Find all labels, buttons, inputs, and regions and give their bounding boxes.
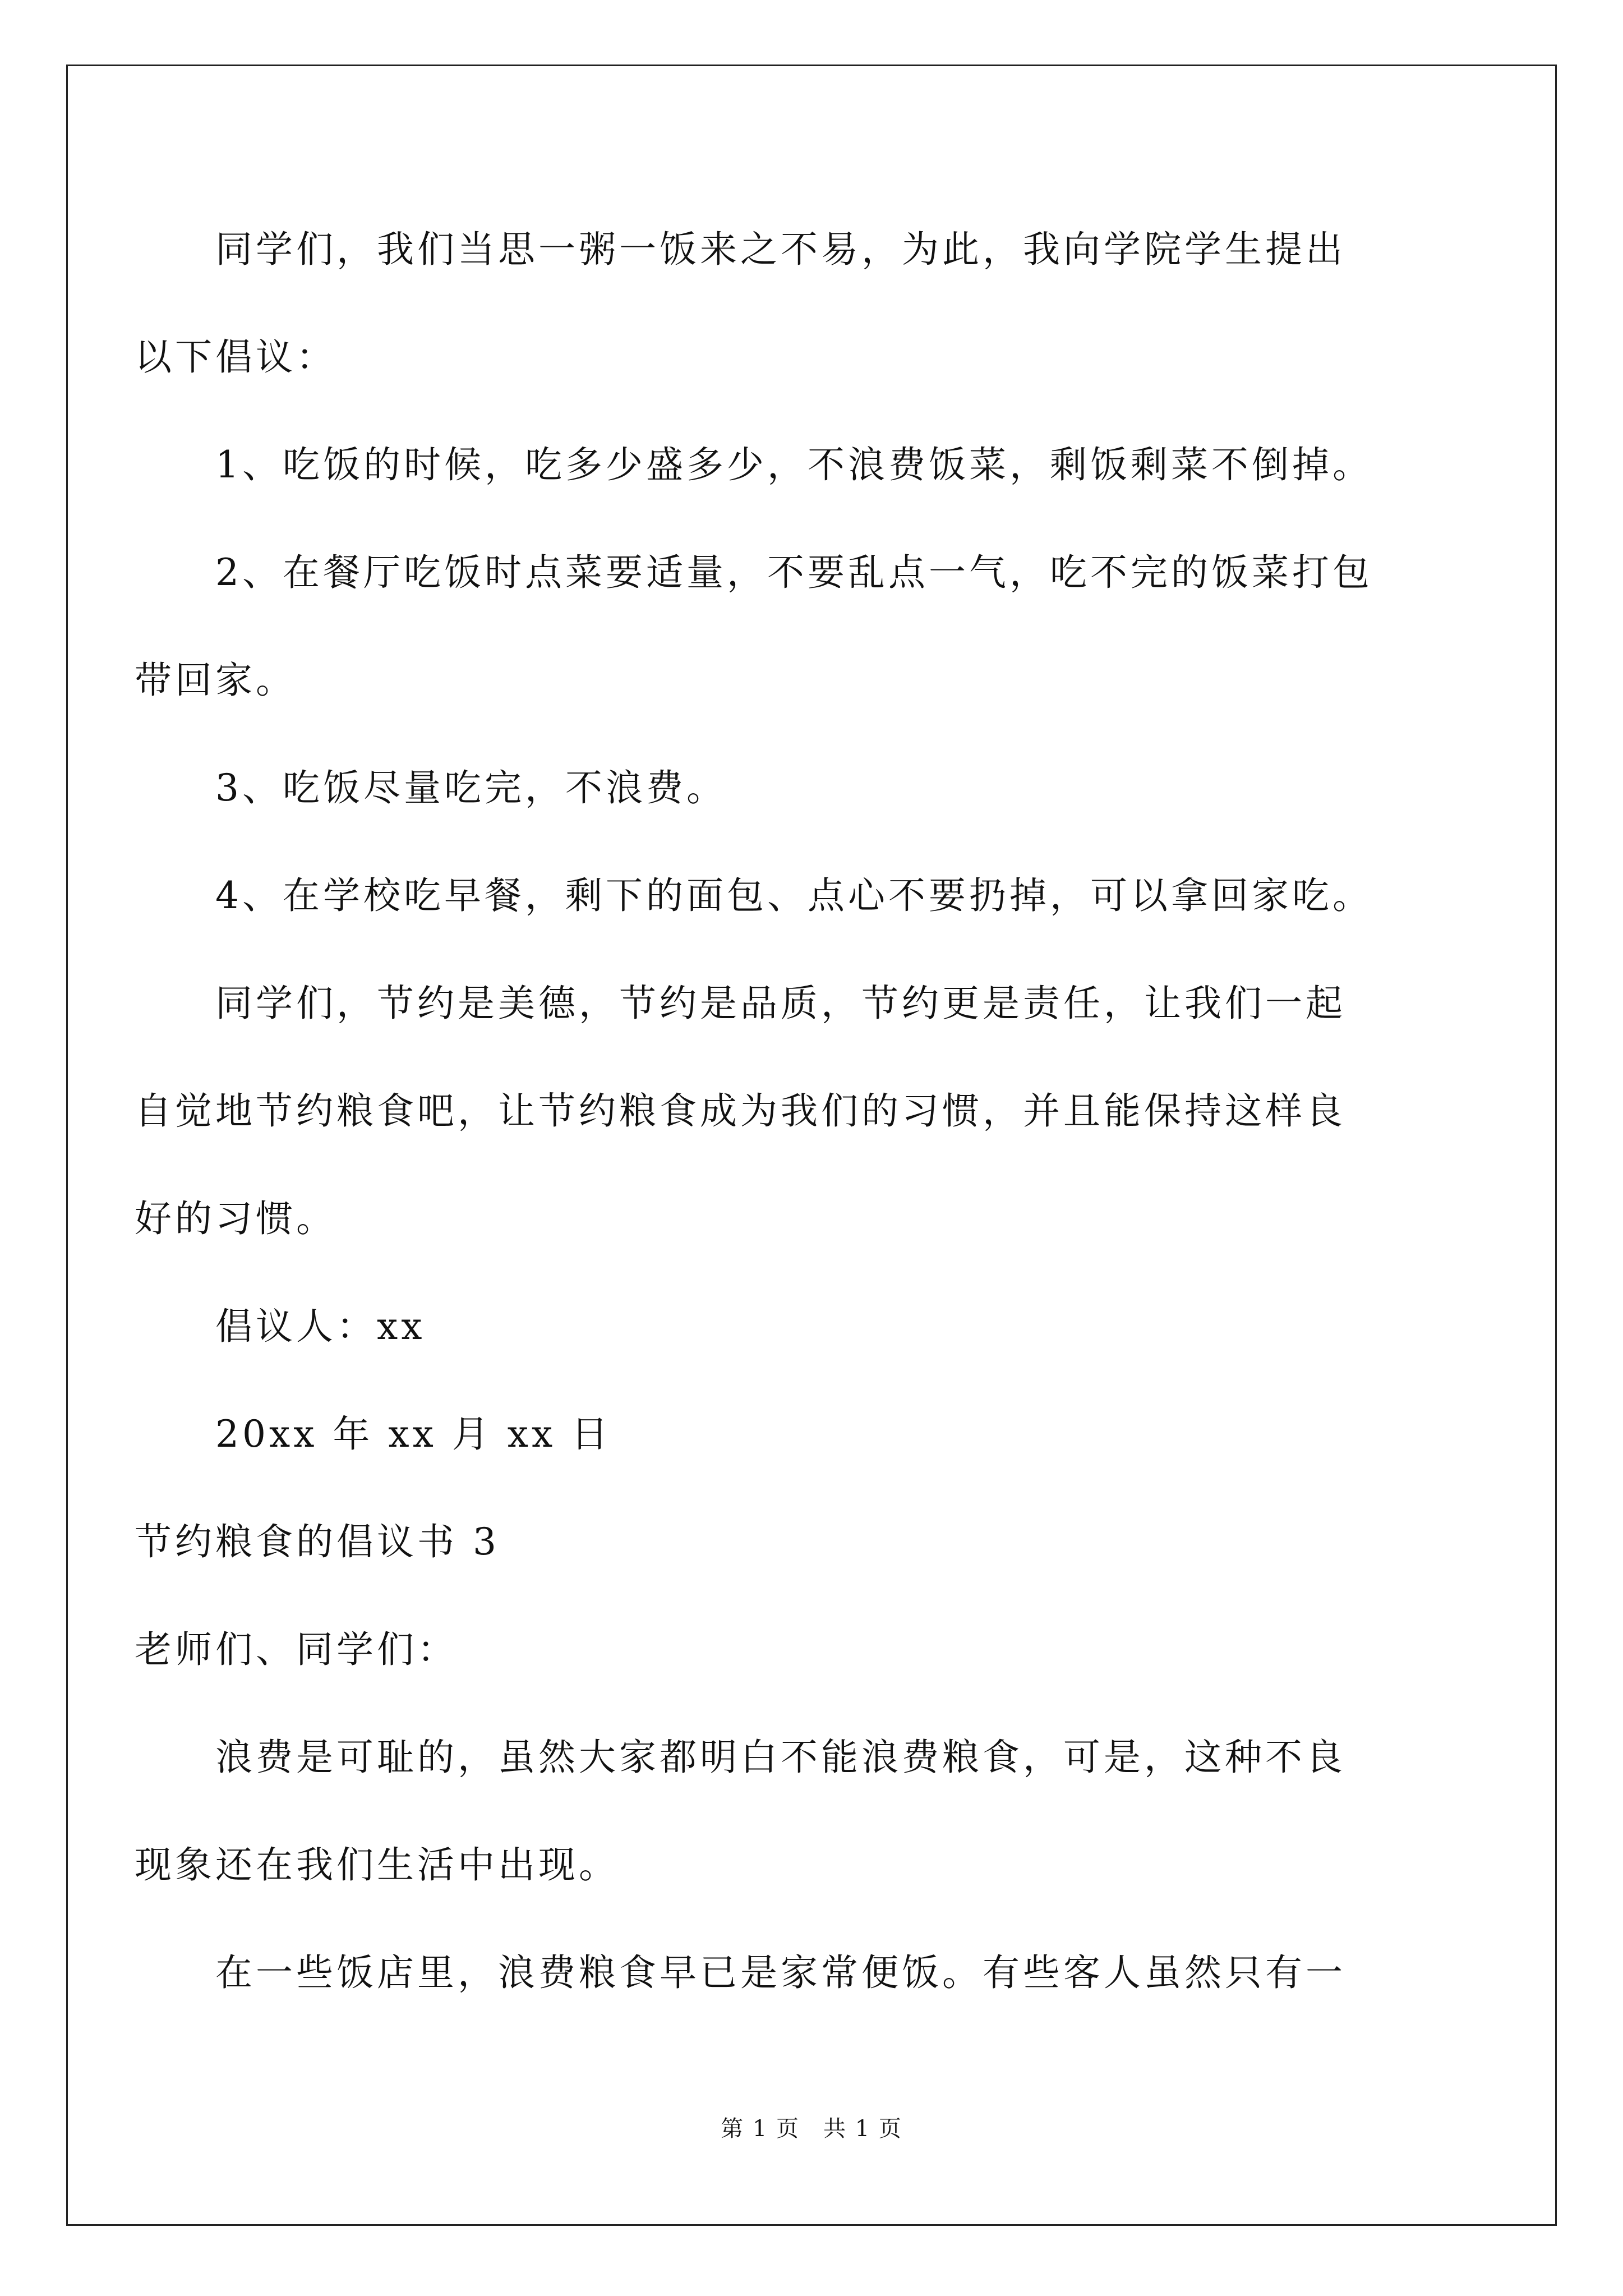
paragraph-3-line-1: 2、在餐厅吃饭时点菜要适量，不要乱点一气，吃不完的饭菜打包 xyxy=(215,551,1373,594)
paragraph-6-line-3: 好的习惯。 xyxy=(135,1197,336,1240)
signatory-line: 倡议人：xx xyxy=(215,1305,426,1348)
paragraph-6-line-2: 自觉地节约粮食吧，让节约粮食成为我们的习惯，并且能保持这样良 xyxy=(135,1089,1346,1133)
paragraph-2-line-1: 1、吃饭的时候，吃多少盛多少，不浪费饭菜，剩饭剩菜不倒掉。 xyxy=(215,443,1373,486)
paragraph-5-line-1: 4、在学校吃早餐，剩下的面包、点心不要扔掉，可以拿回家吃。 xyxy=(215,874,1373,917)
paragraph-1-line-1: 同学们，我们当思一粥一饭来之不易，为此，我向学院学生提出 xyxy=(215,228,1346,271)
section-heading: 节约粮食的倡议书 3 xyxy=(135,1520,500,1563)
salutation: 老师们、同学们： xyxy=(135,1628,458,1671)
paragraph-4-line-1: 3、吃饭尽量吃完，不浪费。 xyxy=(215,766,727,809)
paragraph-6-line-1: 同学们，节约是美德，节约是品质，节约更是责任，让我们一起 xyxy=(215,982,1346,1025)
paragraph-11-line-1: 浪费是可耻的，虽然大家都明白不能浪费粮食，可是，这种不良 xyxy=(215,1736,1346,1779)
paragraph-3-line-2: 带回家。 xyxy=(135,659,296,702)
paragraph-11-line-2: 现象还在我们生活中出现。 xyxy=(135,1843,619,1887)
page-number-footer: 第 1 页 共 1 页 xyxy=(721,2116,902,2142)
date-line: 20xx 年 xx 月 xx 日 xyxy=(215,1412,612,1456)
page-border xyxy=(66,65,1557,2226)
paragraph-12-line-1: 在一些饭店里，浪费粮食早已是家常便饭。有些客人虽然只有一 xyxy=(215,1951,1346,1994)
paragraph-1-line-2: 以下倡议： xyxy=(135,335,336,379)
